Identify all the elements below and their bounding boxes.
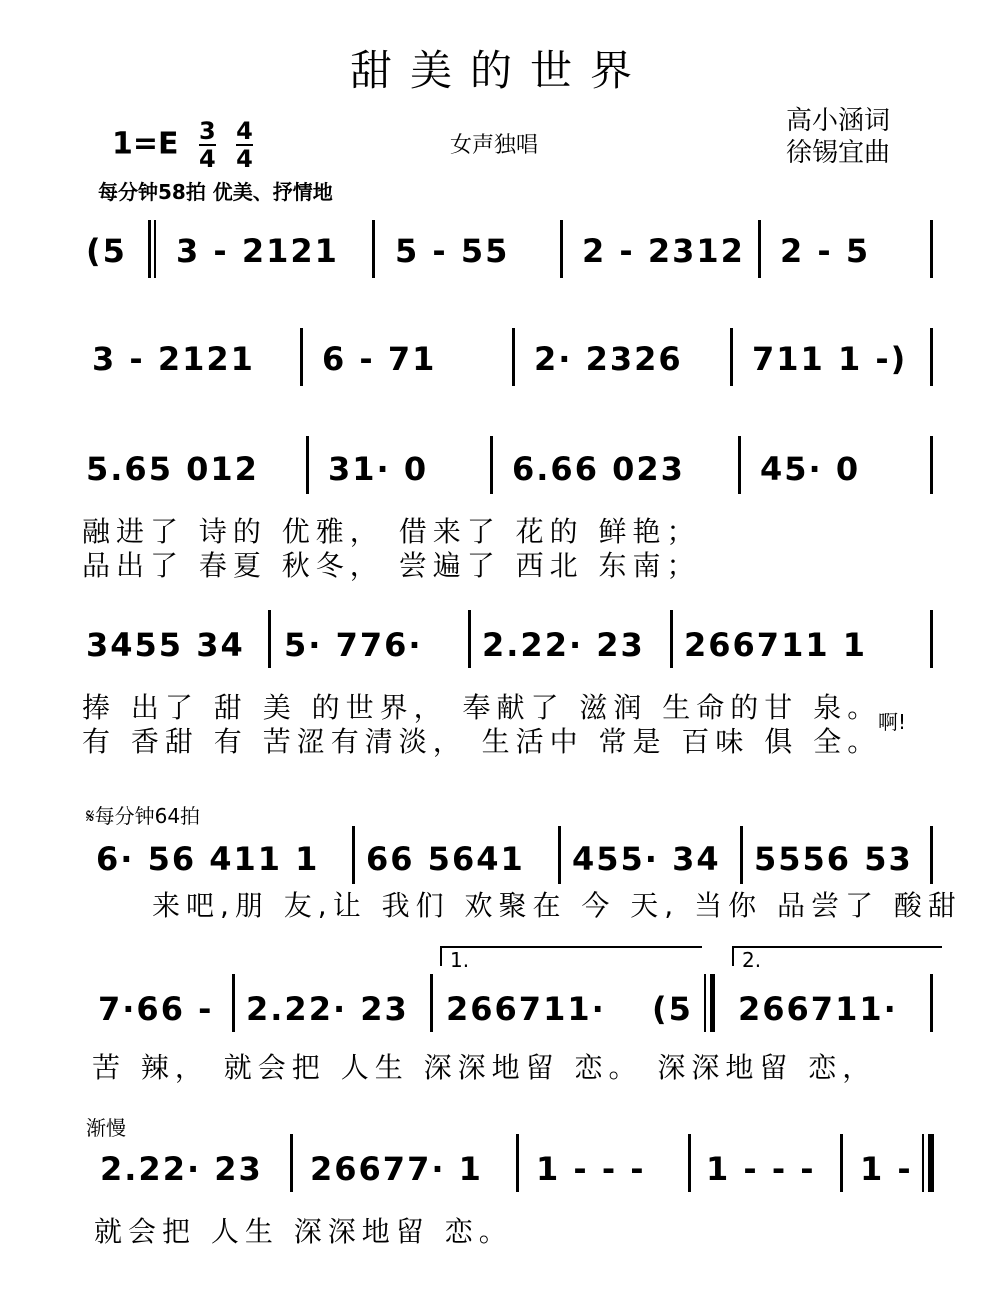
barline xyxy=(372,220,375,278)
key-label: 1=E xyxy=(112,126,179,162)
barline xyxy=(930,826,933,884)
notes-m1: 6· 56 411 1 xyxy=(96,840,320,878)
barline xyxy=(232,974,235,1032)
final-barline xyxy=(928,1134,934,1192)
lyric-refrain: 来吧,朋 友,让 我们 欢聚在 今 天, 当你 品尝了 酸甜 xyxy=(152,889,962,922)
barline xyxy=(468,610,471,668)
notes-m1: 7·66 - xyxy=(98,990,214,1028)
barline xyxy=(558,826,561,884)
notes-m4: 1 - - - xyxy=(706,1150,816,1188)
notes-m1: 3455 34 xyxy=(86,626,245,664)
notes-m3: 266711· xyxy=(446,990,606,1028)
barline xyxy=(490,436,493,494)
tempo-marking-3: 渐慢 xyxy=(86,1116,126,1140)
volta-2-label: 2. xyxy=(742,948,762,972)
notes-m4: 45· 0 xyxy=(760,450,861,488)
performance-type: 女声独唱 xyxy=(450,133,539,158)
notes-m3: 6.66 023 xyxy=(512,450,685,488)
barline xyxy=(300,328,303,386)
notes-m3: 2· 2326 xyxy=(534,340,683,378)
barline xyxy=(430,974,433,1032)
notes-m1: 3 - 2121 xyxy=(92,340,255,378)
barline xyxy=(930,436,933,494)
lyric-verse-1: 融进了 诗的 优雅， 借来了 花的 鲜艳； xyxy=(82,515,701,548)
barline xyxy=(930,974,933,1032)
barline xyxy=(268,610,271,668)
barline xyxy=(560,220,563,278)
notes-m1: 5.65 012 xyxy=(86,450,259,488)
notes-m2: 5· 776· xyxy=(284,626,423,664)
notes-m4: 266711· xyxy=(738,990,898,1028)
notes-m3: 1 - - - xyxy=(536,1150,646,1188)
barline xyxy=(758,220,761,278)
repeat-barline-thin xyxy=(704,974,706,1032)
barline xyxy=(930,220,933,278)
barline xyxy=(306,436,309,494)
notes-m2: 66 5641 xyxy=(366,840,525,878)
notes-m3: 2.22· 23 xyxy=(482,626,645,664)
barline xyxy=(930,328,933,386)
barline xyxy=(516,1134,519,1192)
barline xyxy=(738,436,741,494)
barline xyxy=(512,328,515,386)
barline xyxy=(670,610,673,668)
lyricist-credit: 高小涵词 xyxy=(786,106,891,136)
volta-2-edge xyxy=(732,946,734,966)
tempo-marking: 每分钟58拍 优美、抒情地 xyxy=(98,180,333,204)
side-lyric: 啊! xyxy=(878,710,907,734)
repeat-barline xyxy=(148,220,151,278)
barline xyxy=(740,826,743,884)
barline xyxy=(730,328,733,386)
lyric-verse-2: 有 香甜 有 苦涩有清淡， 生活中 常是 百味 俱 全。 xyxy=(82,725,882,758)
notes-m4: 5556 53 xyxy=(754,840,913,878)
notes-m3: 2 - 2312 xyxy=(582,232,745,270)
time-signature-1: $\frac{3}{4}$ xyxy=(198,117,216,173)
barline xyxy=(688,1134,691,1192)
volta-2-bracket xyxy=(732,946,942,948)
segno-icon: 𝄋 xyxy=(86,804,95,828)
volta-1-edge xyxy=(440,946,442,966)
lyric-verse-1: 捧 出了 甜 美 的世界， 奉献了 滋润 生命的甘 泉。 xyxy=(82,691,882,724)
notes-m2: 6 - 71 xyxy=(322,340,437,378)
notes-m1: 3 - 2121 xyxy=(176,232,339,270)
notes-m0: (5 xyxy=(86,232,127,270)
tempo-marking-2: 𝄋每分钟64拍 xyxy=(86,804,201,828)
lyric-verse-2: 品出了 春夏 秋冬， 尝遍了 西北 东南； xyxy=(82,549,701,582)
barline xyxy=(840,1134,843,1192)
barline xyxy=(352,826,355,884)
lyric-line: 就会把 人生 深深地留 恋。 xyxy=(94,1215,513,1248)
final-barline-thin xyxy=(922,1134,924,1192)
notes-m5: 1 - xyxy=(860,1150,913,1188)
notes-m1: 2.22· 23 xyxy=(100,1150,263,1188)
song-title: 甜美的世界 xyxy=(349,46,650,95)
notes-m2: 2.22· 23 xyxy=(246,990,409,1028)
notes-m3: 455· 34 xyxy=(572,840,721,878)
key-signature xyxy=(112,118,253,172)
barline xyxy=(930,610,933,668)
volta-1-label: 1. xyxy=(450,948,470,972)
notes-m2: 31· 0 xyxy=(328,450,429,488)
lyric-line: 苦 辣， 就会把 人生 深深地留 恋。 深深地留 恋， xyxy=(92,1051,877,1084)
notes-m2: 26677· 1 xyxy=(310,1150,483,1188)
composer-credit: 徐锡宜曲 xyxy=(786,138,891,168)
barline xyxy=(290,1134,293,1192)
time-signature-2: $\frac{4}{4}$ xyxy=(236,117,253,173)
notes-m3b: (5 xyxy=(652,990,693,1028)
notes-m4: 266711 1 xyxy=(684,626,867,664)
notes-m4: 711 1 -) xyxy=(752,340,908,378)
repeat-barline xyxy=(710,974,715,1032)
notes-m2: 5 - 55 xyxy=(395,232,510,270)
notes-m4: 2 - 5 xyxy=(780,232,871,270)
volta-1-bracket xyxy=(440,946,702,948)
repeat-barline-thin xyxy=(154,220,156,278)
